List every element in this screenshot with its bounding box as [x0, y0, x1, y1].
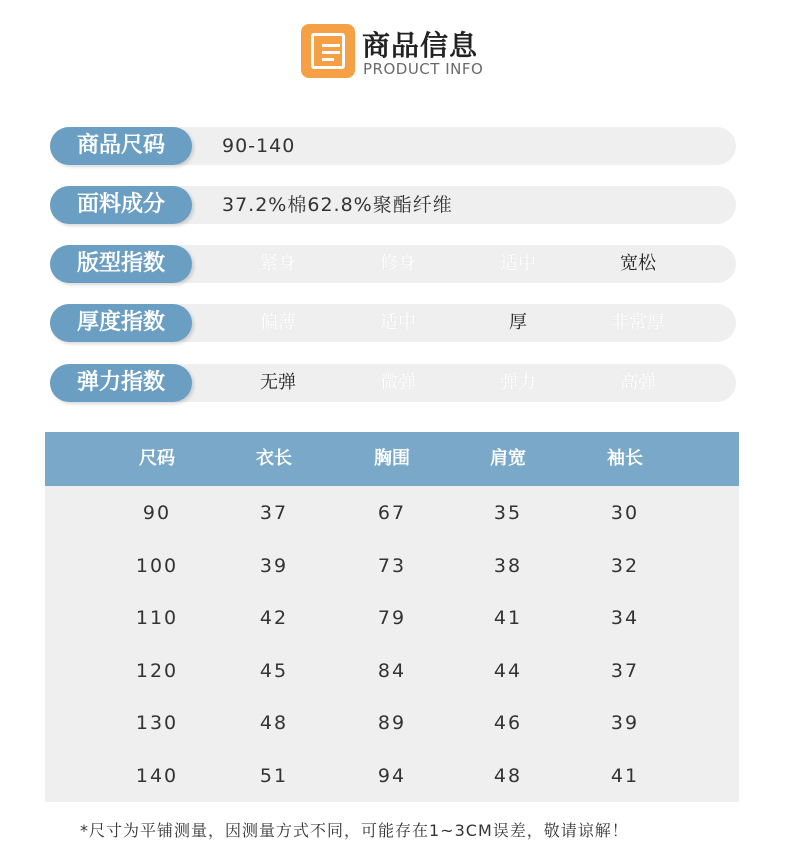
table-cell: 46	[493, 712, 523, 734]
column-header: 袖长	[607, 448, 643, 469]
spec-value: 37.2%棉62.8%聚酯纤维	[222, 194, 453, 216]
table-cell: 90	[142, 502, 172, 524]
table-cell: 38	[493, 555, 523, 577]
table-cell: 44	[493, 660, 523, 682]
table-cell: 41	[493, 607, 523, 629]
table-cell: 73	[377, 555, 407, 577]
size-table	[45, 432, 739, 802]
spec-value: 90-140	[222, 135, 296, 157]
table-cell: 120	[135, 660, 179, 682]
index-option: 高弹	[620, 372, 656, 393]
table-cell: 39	[610, 712, 640, 734]
index-label: 弹力指数	[50, 364, 192, 402]
table-cell: 34	[610, 607, 640, 629]
table-cell: 32	[610, 555, 640, 577]
index-option: 偏薄	[260, 312, 296, 333]
section-header	[0, 24, 790, 84]
table-cell: 110	[135, 607, 179, 629]
measurement-note: *尺寸为平铺测量，因测量方式不同，可能存在1~3CM误差，敬请谅解！	[80, 821, 629, 840]
table-cell: 140	[135, 765, 179, 787]
size-table-header	[45, 432, 739, 486]
index-option-selected: 无弹	[260, 372, 296, 393]
table-cell: 100	[135, 555, 179, 577]
index-row-elasticity	[50, 364, 736, 402]
index-option: 修身	[380, 253, 416, 274]
index-row-thickness	[50, 304, 736, 342]
index-option: 紧身	[260, 253, 296, 274]
section-title: 商品信息	[362, 29, 479, 62]
index-option-selected: 宽松	[620, 253, 656, 274]
index-label: 版型指数	[50, 245, 192, 283]
spec-row-size	[50, 127, 736, 165]
table-cell: 37	[610, 660, 640, 682]
table-cell: 42	[259, 607, 289, 629]
column-header: 肩宽	[490, 448, 526, 469]
table-cell: 84	[377, 660, 407, 682]
index-option: 非常厚	[611, 312, 665, 333]
spec-label: 面料成分	[50, 186, 192, 224]
column-header: 衣长	[256, 448, 292, 469]
index-option: 微弹	[380, 372, 416, 393]
table-cell: 35	[493, 502, 523, 524]
table-cell: 41	[610, 765, 640, 787]
table-cell: 48	[493, 765, 523, 787]
column-header: 尺码	[139, 448, 175, 469]
column-header: 胸围	[374, 448, 410, 469]
index-option-selected: 厚	[509, 312, 527, 333]
table-cell: 51	[259, 765, 289, 787]
document-list-icon	[301, 24, 355, 78]
table-cell: 39	[259, 555, 289, 577]
table-cell: 94	[377, 765, 407, 787]
table-cell: 30	[610, 502, 640, 524]
table-cell: 37	[259, 502, 289, 524]
table-cell: 79	[377, 607, 407, 629]
table-cell: 130	[135, 712, 179, 734]
spec-label: 商品尺码	[50, 127, 192, 165]
index-option: 适中	[380, 312, 416, 333]
table-cell: 45	[259, 660, 289, 682]
table-cell: 89	[377, 712, 407, 734]
index-option: 适中	[500, 253, 536, 274]
index-row-fit	[50, 245, 736, 283]
index-option: 弹力	[500, 372, 536, 393]
index-label: 厚度指数	[50, 304, 192, 342]
table-cell: 67	[377, 502, 407, 524]
section-subtitle: PRODUCT INFO	[363, 60, 484, 78]
spec-row-fabric	[50, 186, 736, 224]
table-cell: 48	[259, 712, 289, 734]
